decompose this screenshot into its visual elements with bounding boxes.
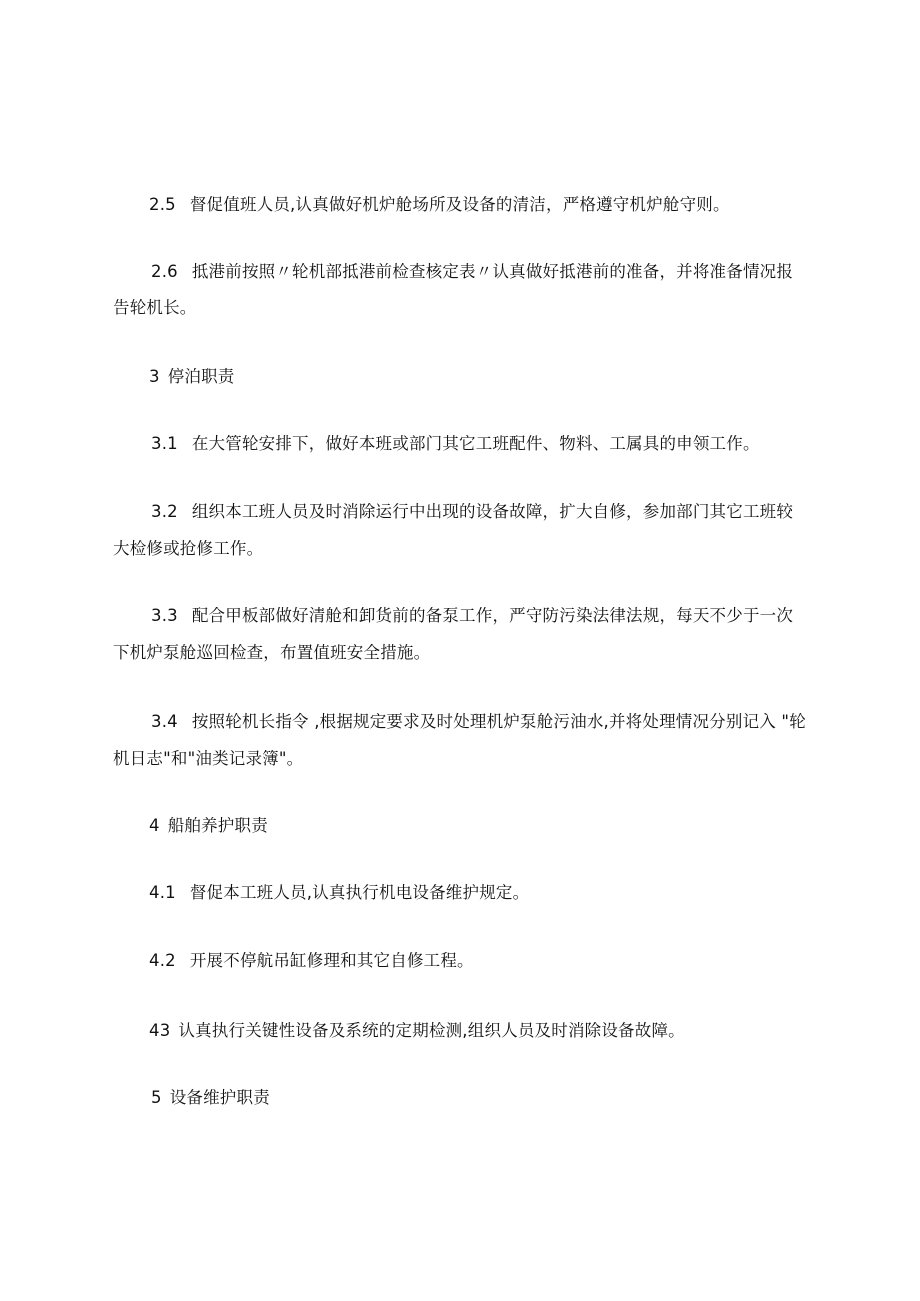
- section-heading-4: [149, 816, 268, 836]
- section-heading-5: [151, 1088, 270, 1108]
- section-heading-3: [149, 367, 235, 387]
- section-number: 3.2: [151, 502, 178, 521]
- section-number: 3.4: [151, 712, 178, 731]
- paragraph-3-1: [151, 434, 760, 454]
- paragraph-text: 开展不停航吊缸修理和其它自修工程。: [189, 951, 474, 970]
- section-number: 2.6: [151, 262, 178, 281]
- paragraph-3-4-continuation: [113, 749, 303, 769]
- paragraph-text: 督促值班人员,认真做好机炉舱场所及设备的清洁，严格遵守机炉舱守则。: [189, 195, 730, 214]
- section-number: 4.2: [149, 951, 176, 970]
- paragraph-2-6: [151, 262, 793, 282]
- section-number: 4: [149, 816, 160, 835]
- section-heading-text: 停泊职责: [167, 367, 235, 386]
- paragraph-3-3-continuation: [113, 643, 430, 663]
- paragraph-3-2: [151, 502, 793, 522]
- section-heading-text: 设备维护职责: [169, 1088, 270, 1107]
- paragraph-4-1: [149, 883, 529, 903]
- paragraph-text: 在大管轮安排下，做好本班或部门其它工班配件、物料、工属具的申领工作。: [191, 434, 760, 453]
- section-number: 2.5: [149, 195, 176, 214]
- paragraph-text: 机日志"和"油类记录簿"。: [113, 749, 304, 768]
- section-number: 43: [149, 1021, 171, 1040]
- paragraph-text: 下机炉泵舱巡回检查，布置值班安全措施。: [113, 643, 431, 662]
- paragraph-3-3: [151, 606, 793, 626]
- section-number: 3.3: [151, 606, 178, 625]
- section-number: 3: [149, 367, 160, 386]
- paragraph-4-3: [149, 1021, 685, 1041]
- paragraph-2-5: [149, 195, 730, 215]
- paragraph-text: 组织本工班人员及时消除运行中出现的设备故障，扩大自修，参加部门其它工班较: [191, 502, 794, 521]
- paragraph-text: 告轮机长。: [113, 298, 197, 317]
- paragraph-3-4: [151, 712, 806, 732]
- paragraph-3-2-continuation: [113, 539, 263, 559]
- section-number: 4.1: [149, 883, 176, 902]
- paragraph-text: 抵港前按照〃轮机部抵港前检查核定表〃认真做好抵港前的准备，并将准备情况报: [191, 262, 794, 281]
- paragraph-4-2: [149, 951, 474, 971]
- section-heading-text: 船舶养护职责: [167, 816, 268, 835]
- section-number: 3.1: [151, 434, 178, 453]
- paragraph-text: 大检修或抢修工作。: [113, 539, 264, 558]
- paragraph-text: 认真执行关键性设备及系统的定期检测,组织人员及时消除设备故障。: [178, 1021, 685, 1040]
- section-number: 5: [151, 1088, 162, 1107]
- paragraph-2-6-continuation: [113, 298, 197, 318]
- paragraph-text: 配合甲板部做好清舱和卸货前的备泵工作，严守防污染法律法规，每天不少于一次: [191, 606, 794, 625]
- paragraph-text: 督促本工班人员,认真执行机电设备维护规定。: [189, 883, 530, 902]
- paragraph-text: 按照轮机长指令 ,根据规定要求及时处理机炉泵舱污油水,并将处理情况分别记入 "轮: [191, 712, 806, 731]
